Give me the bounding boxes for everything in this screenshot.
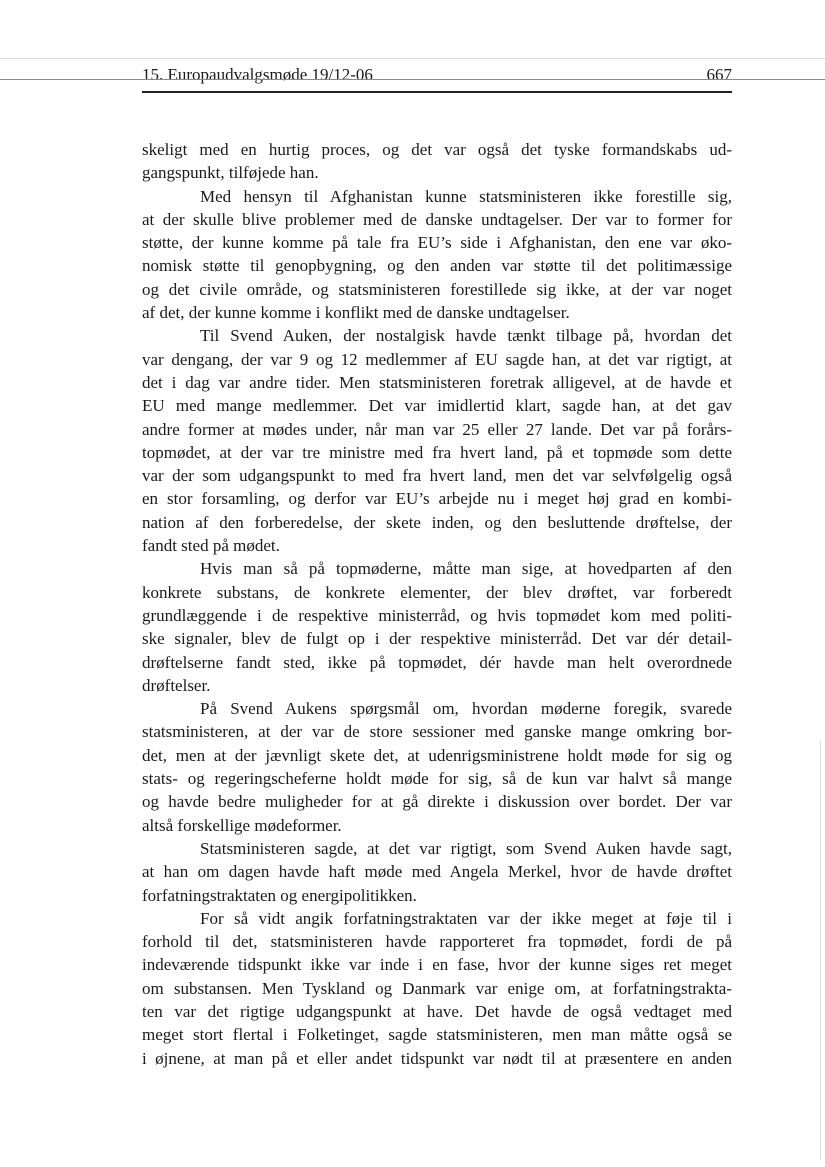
text-line: andre former at mødes under, når man var 25 eller 27 lande. Det var på forårs- <box>142 419 732 439</box>
header-underline <box>0 79 825 80</box>
text-line: skeligt med en hurtig proces, og det var også det tyske formandskabs ud- <box>142 140 732 159</box>
scan-edge-line <box>820 740 821 1160</box>
text-line: For så vidt angik forfatningstraktaten var der ikke meget at føje til i <box>200 908 732 928</box>
text-line: nomisk støtte til genopbygning, og den anden var støtte til det politimæssige <box>142 256 732 276</box>
text-line: af det, der kunne komme i konflikt med de danske undtagelser. <box>142 303 570 323</box>
text-line: Statsministeren sagde, at det var rigtigt, som Svend Auken havde sagt, <box>200 838 732 858</box>
header-title: 15. Europaudvalgsmøde 19/12-06 <box>142 65 373 84</box>
text-line: forhold til det, statsministeren havde rapporteret fra topmødet, fordi de på <box>142 932 732 952</box>
text-line: drøftelser. <box>142 675 211 695</box>
body-text <box>142 138 732 1070</box>
text-line: indeværende tidspunkt ikke var inde i en fase, hvor der kunne siges ret meget <box>142 955 732 975</box>
text-line: nation af den forberedelse, der skete inden, og den besluttende drøftelse, der <box>142 512 732 532</box>
text-line: i øjnene, at man på et eller andet tidspunkt var nødt til at præsentere en anden <box>142 1048 732 1068</box>
text-line: Hvis man så på topmøderne, måtte man sige, at hovedparten af den <box>200 559 732 579</box>
header-rule <box>142 91 732 93</box>
text-line: en stor forsamling, og derfor var EU’s arbejde nu i meget høj grad en kombi- <box>142 489 732 509</box>
scan-edge-line <box>0 58 825 59</box>
text-line: ten var det rigtige udgangspunkt at have. Det havde de også vedtaget med <box>142 1001 732 1021</box>
text-line: Til Svend Auken, der nostalgisk havde tænkt tilbage på, hvordan det <box>200 326 732 346</box>
text-line: forfatningstraktaten og energipolitikken. <box>142 885 417 905</box>
page-number: 667 <box>706 65 732 84</box>
text-line: topmødet, at der var tre ministre med fra hvert land, på et topmøde som dette <box>142 442 732 462</box>
text-line: Med hensyn til Afghanistan kunne statsministeren ikke forestille sig, <box>200 186 732 206</box>
paragraph <box>142 185 732 325</box>
text-line: statsministeren, at der var de store sessioner med ganske mange omkring bor- <box>142 722 732 742</box>
text-line: fandt sted på mødet. <box>142 536 280 556</box>
text-line: altså forskellige mødeformer. <box>142 815 342 835</box>
text-line: ske signaler, blev de fulgt op i der respektive ministerråd. Det var dér detail- <box>142 629 732 649</box>
text-line: gangspunkt, tilføjede han. <box>142 163 319 183</box>
paragraph <box>142 697 732 837</box>
text-line: stats- og regeringscheferne holdt møde for sig, så de kun var halvt så mange <box>142 769 732 789</box>
paragraph <box>142 837 732 907</box>
text-line: meget stort flertal i Folketinget, sagde statsministeren, men man måtte også se <box>142 1025 732 1045</box>
text-line: at han om dagen havde haft møde med Angela Merkel, hvor de havde drøftet <box>142 862 732 882</box>
text-line: og det civile område, og statsministeren forestillede sig ikke, at der var noget <box>142 279 732 299</box>
running-header <box>142 64 732 86</box>
text-line: På Svend Aukens spørgsmål om, hvordan møderne foregik, svarede <box>200 699 732 719</box>
text-line: det i dag var andre tider. Men statsministeren foretrak alligevel, at de havde et <box>142 372 732 392</box>
text-line: var dengang, der var 9 og 12 medlemmer af EU sagde han, at det var rigtigt, at <box>142 349 732 369</box>
text-line: var der som udgangspunkt to med fra hvert land, men det var selvfølgelig også <box>142 466 732 486</box>
paragraph <box>142 557 732 697</box>
text-line: at der skulle blive problemer med de danske undtagelser. Der var to former for <box>142 209 732 229</box>
text-line: konkrete substans, de konkrete elementer, der blev drøftet, var forberedt <box>142 582 732 602</box>
text-line: det, men at der jævnligt skete det, at udenrigsministrene holdt møde for sig og <box>142 745 732 765</box>
text-line: støtte, der kunne komme på tale fra EU’s side i Afghanistan, den ene var øko- <box>142 233 732 253</box>
paragraph <box>142 907 732 1070</box>
text-line: grundlæggende i de respektive ministerråd, og hvis topmødet kom med politi- <box>142 605 732 625</box>
text-line: og havde bedre muligheder for at gå direkte i diskussion over bordet. Der var <box>142 792 732 812</box>
paragraph <box>142 138 732 185</box>
text-line: om substansen. Men Tyskland og Danmark var enige om, at forfatningstrakta- <box>142 978 732 998</box>
paragraph <box>142 324 732 557</box>
text-line: EU med mange medlemmer. Det var imidlertid klart, sagde han, at det gav <box>142 396 732 416</box>
text-line: drøftelserne fandt sted, ikke på topmødet, dér havde man helt overordnede <box>142 652 732 672</box>
